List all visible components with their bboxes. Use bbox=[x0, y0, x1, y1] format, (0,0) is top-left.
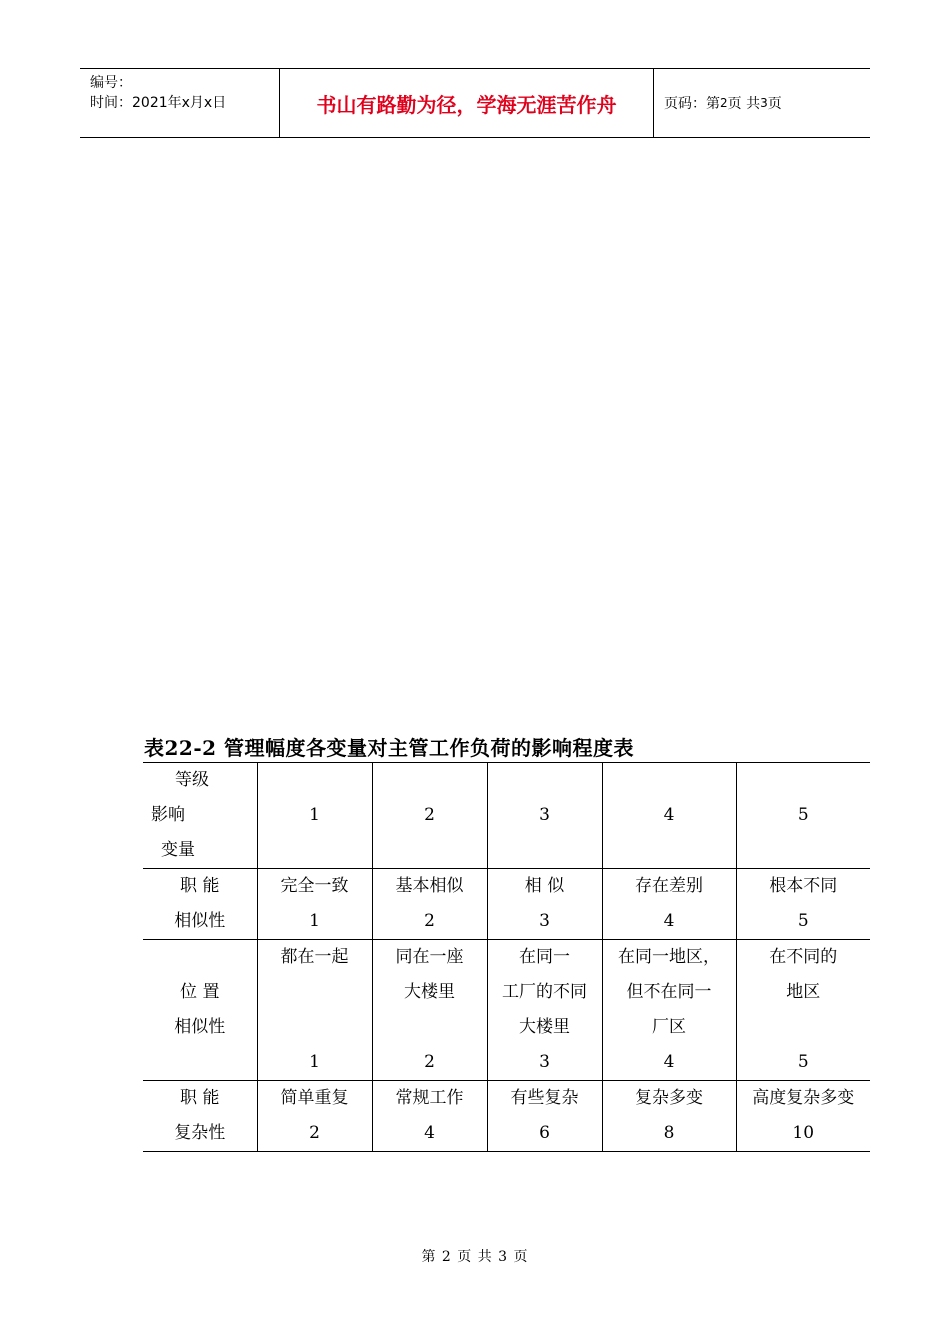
level-header bbox=[736, 763, 870, 869]
page-number: 2 bbox=[720, 96, 728, 110]
cell-text: 简单重复 bbox=[280, 1088, 349, 1108]
table-cell bbox=[736, 1081, 870, 1152]
level-3: 3 bbox=[539, 805, 550, 825]
table-cell bbox=[602, 869, 736, 940]
header-slogan: 书山有路勤为径，学海无涯苦作舟 bbox=[280, 69, 654, 137]
table-cell bbox=[372, 940, 487, 1081]
cell-text: 存在差别 bbox=[635, 876, 703, 896]
table-row bbox=[143, 940, 870, 1081]
cell-score: 4 bbox=[663, 911, 675, 931]
cell-text: 都在一起 bbox=[280, 947, 349, 967]
cell-score: 1 bbox=[309, 911, 320, 931]
page-header bbox=[80, 68, 870, 138]
header-meta bbox=[80, 69, 280, 137]
row-label-location-similarity bbox=[143, 940, 257, 1081]
cell-score: 2 bbox=[424, 1052, 435, 1072]
corner-cell bbox=[143, 763, 257, 869]
document-date: 时间：2021年x月x日 bbox=[90, 95, 227, 111]
page-mid: 页 共 bbox=[727, 96, 761, 112]
cell-score: 6 bbox=[539, 1123, 550, 1143]
table-cell bbox=[736, 940, 870, 1081]
row-label-line: 相似性 bbox=[174, 1017, 226, 1037]
corner-variable-label: 变量 bbox=[161, 840, 195, 860]
page-total: 3 bbox=[760, 96, 768, 110]
cell-text: 根本不同 bbox=[769, 876, 838, 896]
table-header-row bbox=[143, 763, 870, 869]
row-label-line bbox=[143, 1045, 257, 1080]
cell-score: 3 bbox=[539, 1052, 550, 1072]
cell-score: 8 bbox=[663, 1123, 675, 1143]
cell-score: 2 bbox=[424, 911, 435, 931]
cell-text: 大楼里 bbox=[519, 1017, 570, 1037]
cell-score: 5 bbox=[797, 911, 809, 931]
level-2: 2 bbox=[424, 805, 435, 825]
table-cell bbox=[487, 1081, 602, 1152]
level-1: 1 bbox=[309, 805, 320, 825]
row-label-line: 职 能 bbox=[180, 876, 220, 896]
header-page-info bbox=[654, 69, 870, 137]
cell-text: 复杂多变 bbox=[635, 1088, 703, 1108]
cell-text: 厂区 bbox=[652, 1017, 686, 1037]
cell-score: 2 bbox=[309, 1123, 320, 1143]
table-cell bbox=[257, 940, 372, 1081]
level-header bbox=[257, 763, 372, 869]
table-cell bbox=[257, 1081, 372, 1152]
cell-text: 在同一地区， bbox=[618, 947, 720, 967]
cell-score: 4 bbox=[424, 1123, 435, 1143]
page-prefix: 页码：第 bbox=[664, 96, 720, 112]
cell-text bbox=[258, 975, 372, 1010]
cell-score: 4 bbox=[663, 1052, 675, 1072]
cell-text bbox=[737, 1010, 871, 1045]
cell-text: 相 似 bbox=[524, 876, 565, 896]
row-label-line bbox=[143, 940, 257, 975]
cell-text: 大楼里 bbox=[404, 982, 455, 1002]
table-cell bbox=[602, 940, 736, 1081]
table-title: 表22-2 管理幅度各变量对主管工作负荷的影响程度表 bbox=[144, 736, 635, 760]
cell-text: 完全一致 bbox=[280, 876, 349, 896]
cell-text: 常规工作 bbox=[395, 1088, 464, 1108]
document-number-label: 编号： bbox=[90, 75, 132, 91]
table-cell bbox=[487, 940, 602, 1081]
level-header bbox=[487, 763, 602, 869]
row-label-function-similarity bbox=[143, 869, 257, 940]
cell-score: 1 bbox=[309, 1052, 320, 1072]
table-cell bbox=[736, 869, 870, 940]
row-label-function-complexity bbox=[143, 1081, 257, 1152]
cell-score: 5 bbox=[797, 1052, 809, 1072]
table-cell bbox=[257, 869, 372, 940]
corner-impact-label: 影响 bbox=[151, 805, 185, 825]
row-label-line: 复杂性 bbox=[174, 1123, 226, 1143]
span-of-control-table bbox=[143, 762, 870, 1152]
table-cell bbox=[372, 869, 487, 940]
table-cell bbox=[487, 869, 602, 940]
level-5: 5 bbox=[797, 805, 809, 825]
page-suffix: 页 bbox=[767, 96, 782, 112]
cell-text: 但不在同一 bbox=[626, 982, 712, 1002]
cell-score: 3 bbox=[539, 911, 550, 931]
cell-text: 地区 bbox=[786, 982, 821, 1002]
table-cell bbox=[372, 1081, 487, 1152]
table-cell bbox=[602, 1081, 736, 1152]
cell-text: 同在一座 bbox=[395, 947, 464, 967]
cell-score: 10 bbox=[792, 1123, 815, 1143]
table-row bbox=[143, 1081, 870, 1152]
cell-text: 有些复杂 bbox=[510, 1088, 579, 1108]
row-label-line: 职 能 bbox=[180, 1088, 220, 1108]
level-4: 4 bbox=[663, 805, 675, 825]
corner-level-label: 等级 bbox=[175, 770, 209, 790]
level-header bbox=[372, 763, 487, 869]
cell-text bbox=[258, 1010, 372, 1045]
row-label-line: 相似性 bbox=[174, 911, 226, 931]
level-header bbox=[602, 763, 736, 869]
cell-text: 高度复杂多变 bbox=[752, 1088, 855, 1108]
table-row bbox=[143, 869, 870, 940]
page-footer: 第 2 页 共 3 页 bbox=[421, 1249, 529, 1265]
cell-text bbox=[373, 1010, 487, 1045]
row-label-line: 位 置 bbox=[180, 982, 220, 1002]
cell-text: 工厂的不同 bbox=[502, 982, 587, 1002]
cell-text: 基本相似 bbox=[395, 876, 464, 896]
cell-text: 在不同的 bbox=[769, 947, 838, 967]
cell-text: 在同一 bbox=[519, 947, 570, 967]
